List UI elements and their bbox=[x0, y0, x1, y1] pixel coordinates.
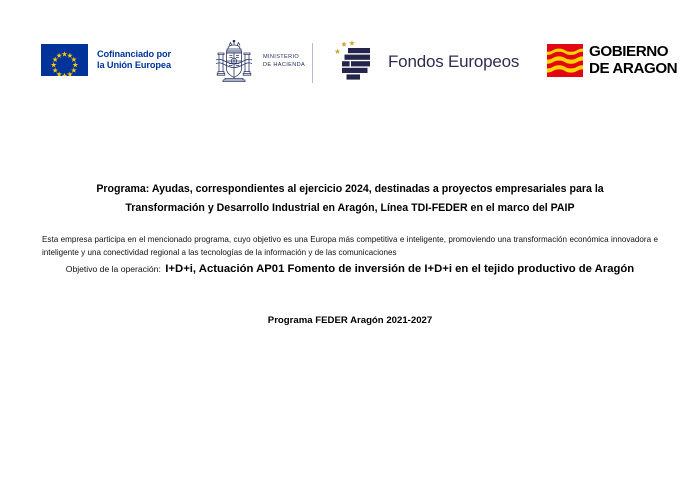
operation-objective-label: Objetivo de la operación: bbox=[65, 264, 161, 274]
program-description-paragraph: Esta empresa participa en el mencionado programa, cuyo objetivo es una Europa más competitiva e inteligente, promoviendo una transformación económica innovadora e inteligente y una conectividad regional a las tecnologías de la información y de las comunicaciones bbox=[42, 235, 658, 258]
eu-logo-text-line2: la Unión Europea bbox=[97, 60, 171, 70]
aragon-logo-text bbox=[589, 44, 677, 76]
logo-divider bbox=[312, 43, 313, 83]
program-heading bbox=[35, 180, 665, 217]
aragon-logo-text-line1: GOBIERNO bbox=[589, 43, 669, 61]
fondos-europeos-logo bbox=[331, 39, 519, 83]
aragon-flag-icon bbox=[547, 44, 583, 77]
eu-stars-icon bbox=[41, 44, 88, 76]
eu-flag-logo bbox=[41, 44, 171, 76]
fondos-europeos-bars-icon bbox=[331, 39, 381, 83]
operation-objective bbox=[35, 260, 665, 277]
fondos-europeos-label: Fondos Europeos bbox=[388, 51, 520, 71]
spain-coat-of-arms-icon bbox=[213, 40, 255, 84]
ministerio-logo-text bbox=[263, 54, 305, 69]
eu-flag-icon bbox=[41, 44, 88, 76]
program-heading-line2: Transformación y Desarrollo Industrial en Aragón, Línea TDI-FEDER en el marco del PAIP bbox=[125, 201, 575, 214]
ministerio-logo-text-line2: DE HACIENDA bbox=[263, 62, 306, 68]
eu-logo-text bbox=[97, 49, 171, 72]
fondos-europeos-mark-icon bbox=[331, 39, 381, 83]
program-heading-line1: Programa: Ayudas, correspondientes al ejercicio 2024, destinadas a proyectos empresariales para la bbox=[96, 183, 604, 195]
feder-program-line: Programa FEDER Aragón 2021-2027 bbox=[267, 315, 433, 326]
eu-logo-text-line1: Cofinanciado por bbox=[97, 48, 171, 59]
ministerio-logo-text-line1: MINISTERIO bbox=[263, 54, 300, 61]
aragon-logo-text-line2: DE ARAGON bbox=[589, 59, 678, 77]
operation-objective-value: I+D+i, Actuación AP01 Fomento de inversión de I+D+i en el tejido productivo de Aragón bbox=[165, 263, 635, 275]
ministerio-de-hacienda-logo bbox=[213, 40, 305, 84]
gobierno-de-aragon-logo bbox=[547, 44, 677, 77]
funding-logo-bar bbox=[0, 34, 700, 90]
